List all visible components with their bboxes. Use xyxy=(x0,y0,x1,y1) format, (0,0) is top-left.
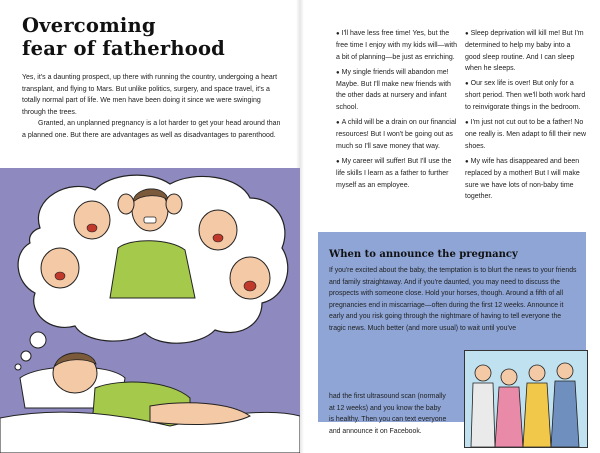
intro-text xyxy=(22,72,284,142)
reassurance-columns xyxy=(336,28,586,206)
bullet-item: ● Our sex life is over! But only for a short period. Then we'll both work hard to reinvigorate things in the bedroom. xyxy=(465,80,586,111)
baby-top-left xyxy=(74,201,110,239)
bullet-icon: ● xyxy=(336,120,340,127)
title-line-2: fear of fatherhood xyxy=(22,37,225,60)
box-line: is healthy. Then you can text everyone xyxy=(329,416,447,424)
reassurance-column-2 xyxy=(465,28,586,206)
box-body-text: If you're excited about the baby, the temptation is to blurt the news to your friends and family straightaway. And if you're daunted, you may need to discuss the prospects with someone close. Hold your horses, though. Around a fifth of all pregnancies end in miscarriage—often during the first 12 weeks. Announce it early and you risk going through the nightmare of having to tell everyone the tragic news. Much better (and more usual) to wait until you've xyxy=(329,267,577,332)
bullet-item: ● My career will suffer! But I'll use the life skills I learn as a father to further myself as an employee. xyxy=(336,157,452,189)
baby-right xyxy=(199,210,237,250)
baby-left xyxy=(41,248,79,288)
bullet-item: ● A child will be a drain on our financial resources! But I won't be going out as much so I'll save money that way. xyxy=(336,119,457,150)
bullet-icon: ● xyxy=(465,81,469,88)
bullet-item: ● My single friends will abandon me! Maybe. But I'll make new friends with the other dads at nursery and infant school. xyxy=(336,68,451,111)
father-mouth xyxy=(144,217,156,223)
father-right-hand xyxy=(166,194,182,214)
bullet-icon: ● xyxy=(465,31,469,37)
father-left-hand xyxy=(118,194,134,214)
bullet-item: ● I'm just not cut out to be a father! No one really is. Men adapt to fill their new shoes. xyxy=(465,119,587,150)
bullet-item: ● My wife has disappeared and been replaced by a mother! But I will make sure we have lots of non-baby time together. xyxy=(465,157,580,200)
family-illustration-svg xyxy=(465,351,587,447)
thought-bubble-medium xyxy=(21,351,31,361)
page-title xyxy=(22,14,225,60)
bullet-icon: ● xyxy=(336,31,340,37)
baby-far-right xyxy=(230,257,270,299)
box-heading: When to announce the pregnancy xyxy=(329,249,518,260)
family-illustration xyxy=(464,350,588,448)
bullet-item: ● I'll have less free time! Yes, but the free time I enjoy with my kids will—with a bit of planning—be just as enriching. xyxy=(336,30,457,61)
title-line-1: Overcoming xyxy=(22,14,156,37)
box-line: had the first ultrasound scan (normally xyxy=(329,393,446,400)
intro-paragraph-1: Yes, it's a daunting prospect, up there with running the country, undergoing a heart transplant, and flying to Mars. But unlike politics, surgery, and space travel, it's a totally normal part of life. We men have been doing it since we were swinging through the trees. xyxy=(22,74,278,116)
dream-illustration xyxy=(0,168,300,453)
bullet-icon: ● xyxy=(465,120,469,127)
bullet-item: ● Sleep deprivation will kill me! But I'm determined to help my baby into a good sleep routine. And I can sleep when he sleeps. xyxy=(465,30,584,72)
thought-bubble-large xyxy=(30,332,46,348)
bullet-icon: ● xyxy=(336,69,340,76)
box-line: and announce it on Facebook. xyxy=(329,427,422,435)
bullet-icon: ● xyxy=(336,158,340,165)
sleeper-arm xyxy=(150,403,250,425)
box-body-continued xyxy=(329,391,475,437)
thought-bubble-small xyxy=(15,364,21,370)
father-shirt xyxy=(110,241,195,298)
illustration-svg xyxy=(0,168,300,453)
bullet-icon: ● xyxy=(465,158,469,165)
intro-paragraph-2: Granted, an unplanned pregnancy is a lot harder to get your head around than a planned one. But there are advantages as well as disadvantages to parenthood. xyxy=(22,120,281,139)
box-line: at 12 weeks) and you know the baby xyxy=(329,404,441,412)
reassurance-column-1 xyxy=(336,28,457,206)
